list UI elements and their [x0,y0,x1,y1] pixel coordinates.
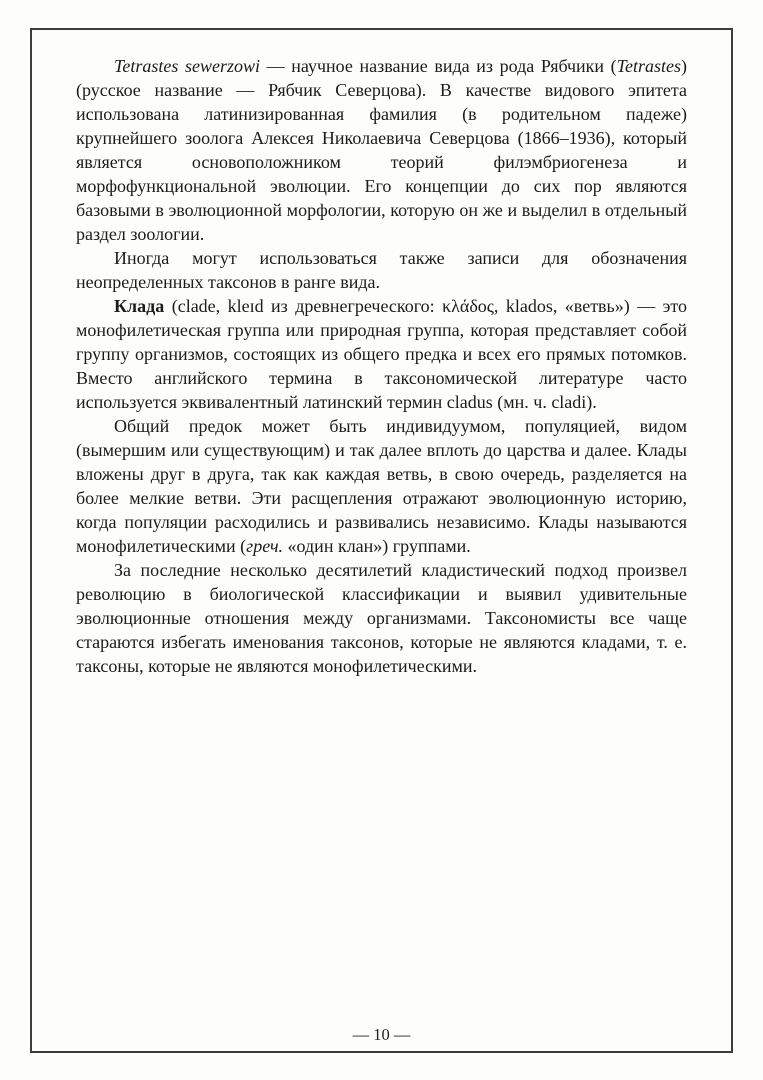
paragraph-common-ancestor [76,414,687,558]
text-run: Tetrastes [616,56,682,76]
text-run: ) (русское название — Рябчик Северцова). В качестве видового эпитета использована латинизированная фамилия (в родительном падеже) крупнейшего зоолога Алексея Николаевича Северцова (1866–1936), который является основоположником теорий филэмбриогенеза и морфофункциональной эволюции. Его концепции до сих пор являются базовыми в эволюционной морфологии, которую он же и выделил в отдельный раздел зоологии. [76,56,688,244]
text-run: «один клан») группами. [283,536,471,556]
paragraph-cladistic-approach [76,558,687,678]
page-number: — 10 — [352,1025,411,1044]
text-run: — научное название вида из рода Рябчики ( [260,56,617,76]
text-run: Клада [114,296,165,316]
paragraph-tetrastes-sewerzowi [76,54,687,246]
text-run: Tetrastes sewerzowi [114,56,260,76]
text-run: За последние несколько десятилетий кладистический подход произвел революцию в биологической классификации и выявил удивительные эволюционные отношения между организмами. Таксономисты все чаще стараются избегать именования таксонов, которые не являются кладами, т. е. таксоны, которые не являются монофилетическими. [76,560,687,676]
page-border-frame [30,28,733,1053]
text-run: (clade, kleɪd из древнегреческого: κλάδος, klados, «ветвь») — это монофилетическая группа или природная группа, которая представляет собой группу организмов, состоящих из общего предка и всех его прямых потомков. Вместо английского термина в таксономической литературе часто используется эквивалентный латинский термин cladus (мн. ч. cladi). [76,296,687,412]
text-run: Иногда могут использоваться также записи для обозначения неопределенных таксонов в ранге вида. [76,248,687,292]
page-body-text [76,54,687,678]
text-run: Общий предок может быть индивидуумом, популяцией, видом (вымершим или существующим) и так далее вплоть до царства и далее. Клады вложены друг в друга, так как каждая ветвь, в свою очередь, разделяется на более мелкие ветви. Эти расщепления отражают эволюционную историю, когда популяции расходились и развивались независимо. Клады называются монофилетическими ( [76,416,687,556]
paragraph-clade-definition [76,294,687,414]
paragraph-indeterminate-taxa [76,246,687,294]
text-run: греч. [246,536,284,556]
